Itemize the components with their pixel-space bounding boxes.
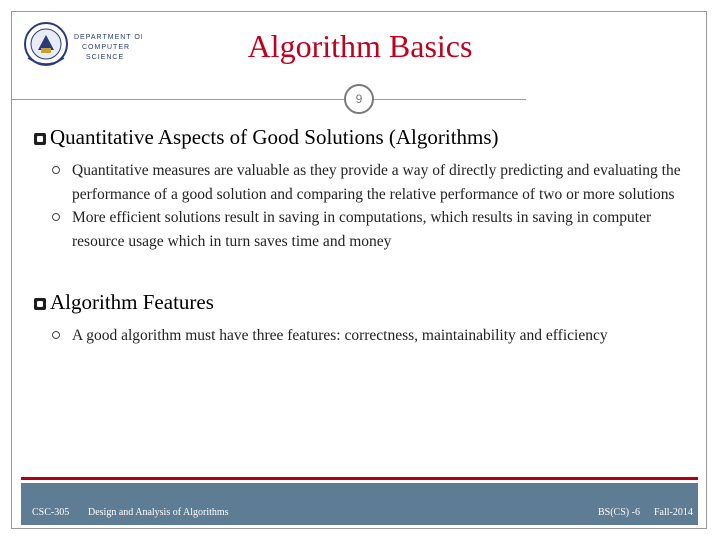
footer-course-code: CSC-305 [32,507,70,518]
bullet-list [34,324,684,348]
square-bullet-icon [34,298,46,310]
footer-accent-line [21,477,698,480]
list-item-text: Quantitative measures are valuable as they provide a way of directly predicting and evaluating the performance of a good solution and comparing the relative performance of two or more solutions [72,162,681,203]
header-divider-left [11,99,344,100]
section-heading [34,126,684,149]
logo-text-1: DEPARTMENT OF [74,34,142,41]
list-item-text: More efficient solutions result in saving in computations, which results in saving in computer resource usage which in turn saves time and money [72,209,652,250]
circle-bullet-icon [52,213,60,221]
logo-text-3: SCIENCE [86,54,125,61]
section-heading-text: Algorithm Features [50,290,214,315]
square-bullet-icon [34,133,46,145]
slide-number-badge: 9 [344,84,374,114]
section-quantitative [34,126,684,253]
section-features [34,291,684,348]
footer-term: Fall-2014 [654,507,693,518]
footer-course-name: Design and Analysis of Algorithms [88,507,229,518]
section-heading-text: Quantitative Aspects of Good Solutions (Algorithms) [50,125,499,149]
department-logo [22,18,142,70]
header-divider-right [374,99,526,100]
footer-program: BS(CS) -6 [598,507,640,518]
bullet-list [34,159,684,253]
list-item-text: A good algorithm must have three features: correctness, maintainability and efficiency [72,327,608,345]
slide-title: Algorithm Basics [247,28,473,64]
footer-bar [21,483,698,525]
slide-content [34,126,684,348]
section-heading [34,291,684,314]
list-item [34,159,684,206]
logo-text-2: COMPUTER [82,44,131,51]
circle-bullet-icon [52,331,60,339]
circle-bullet-icon [52,166,60,174]
list-item [34,324,684,348]
list-item [34,206,684,253]
